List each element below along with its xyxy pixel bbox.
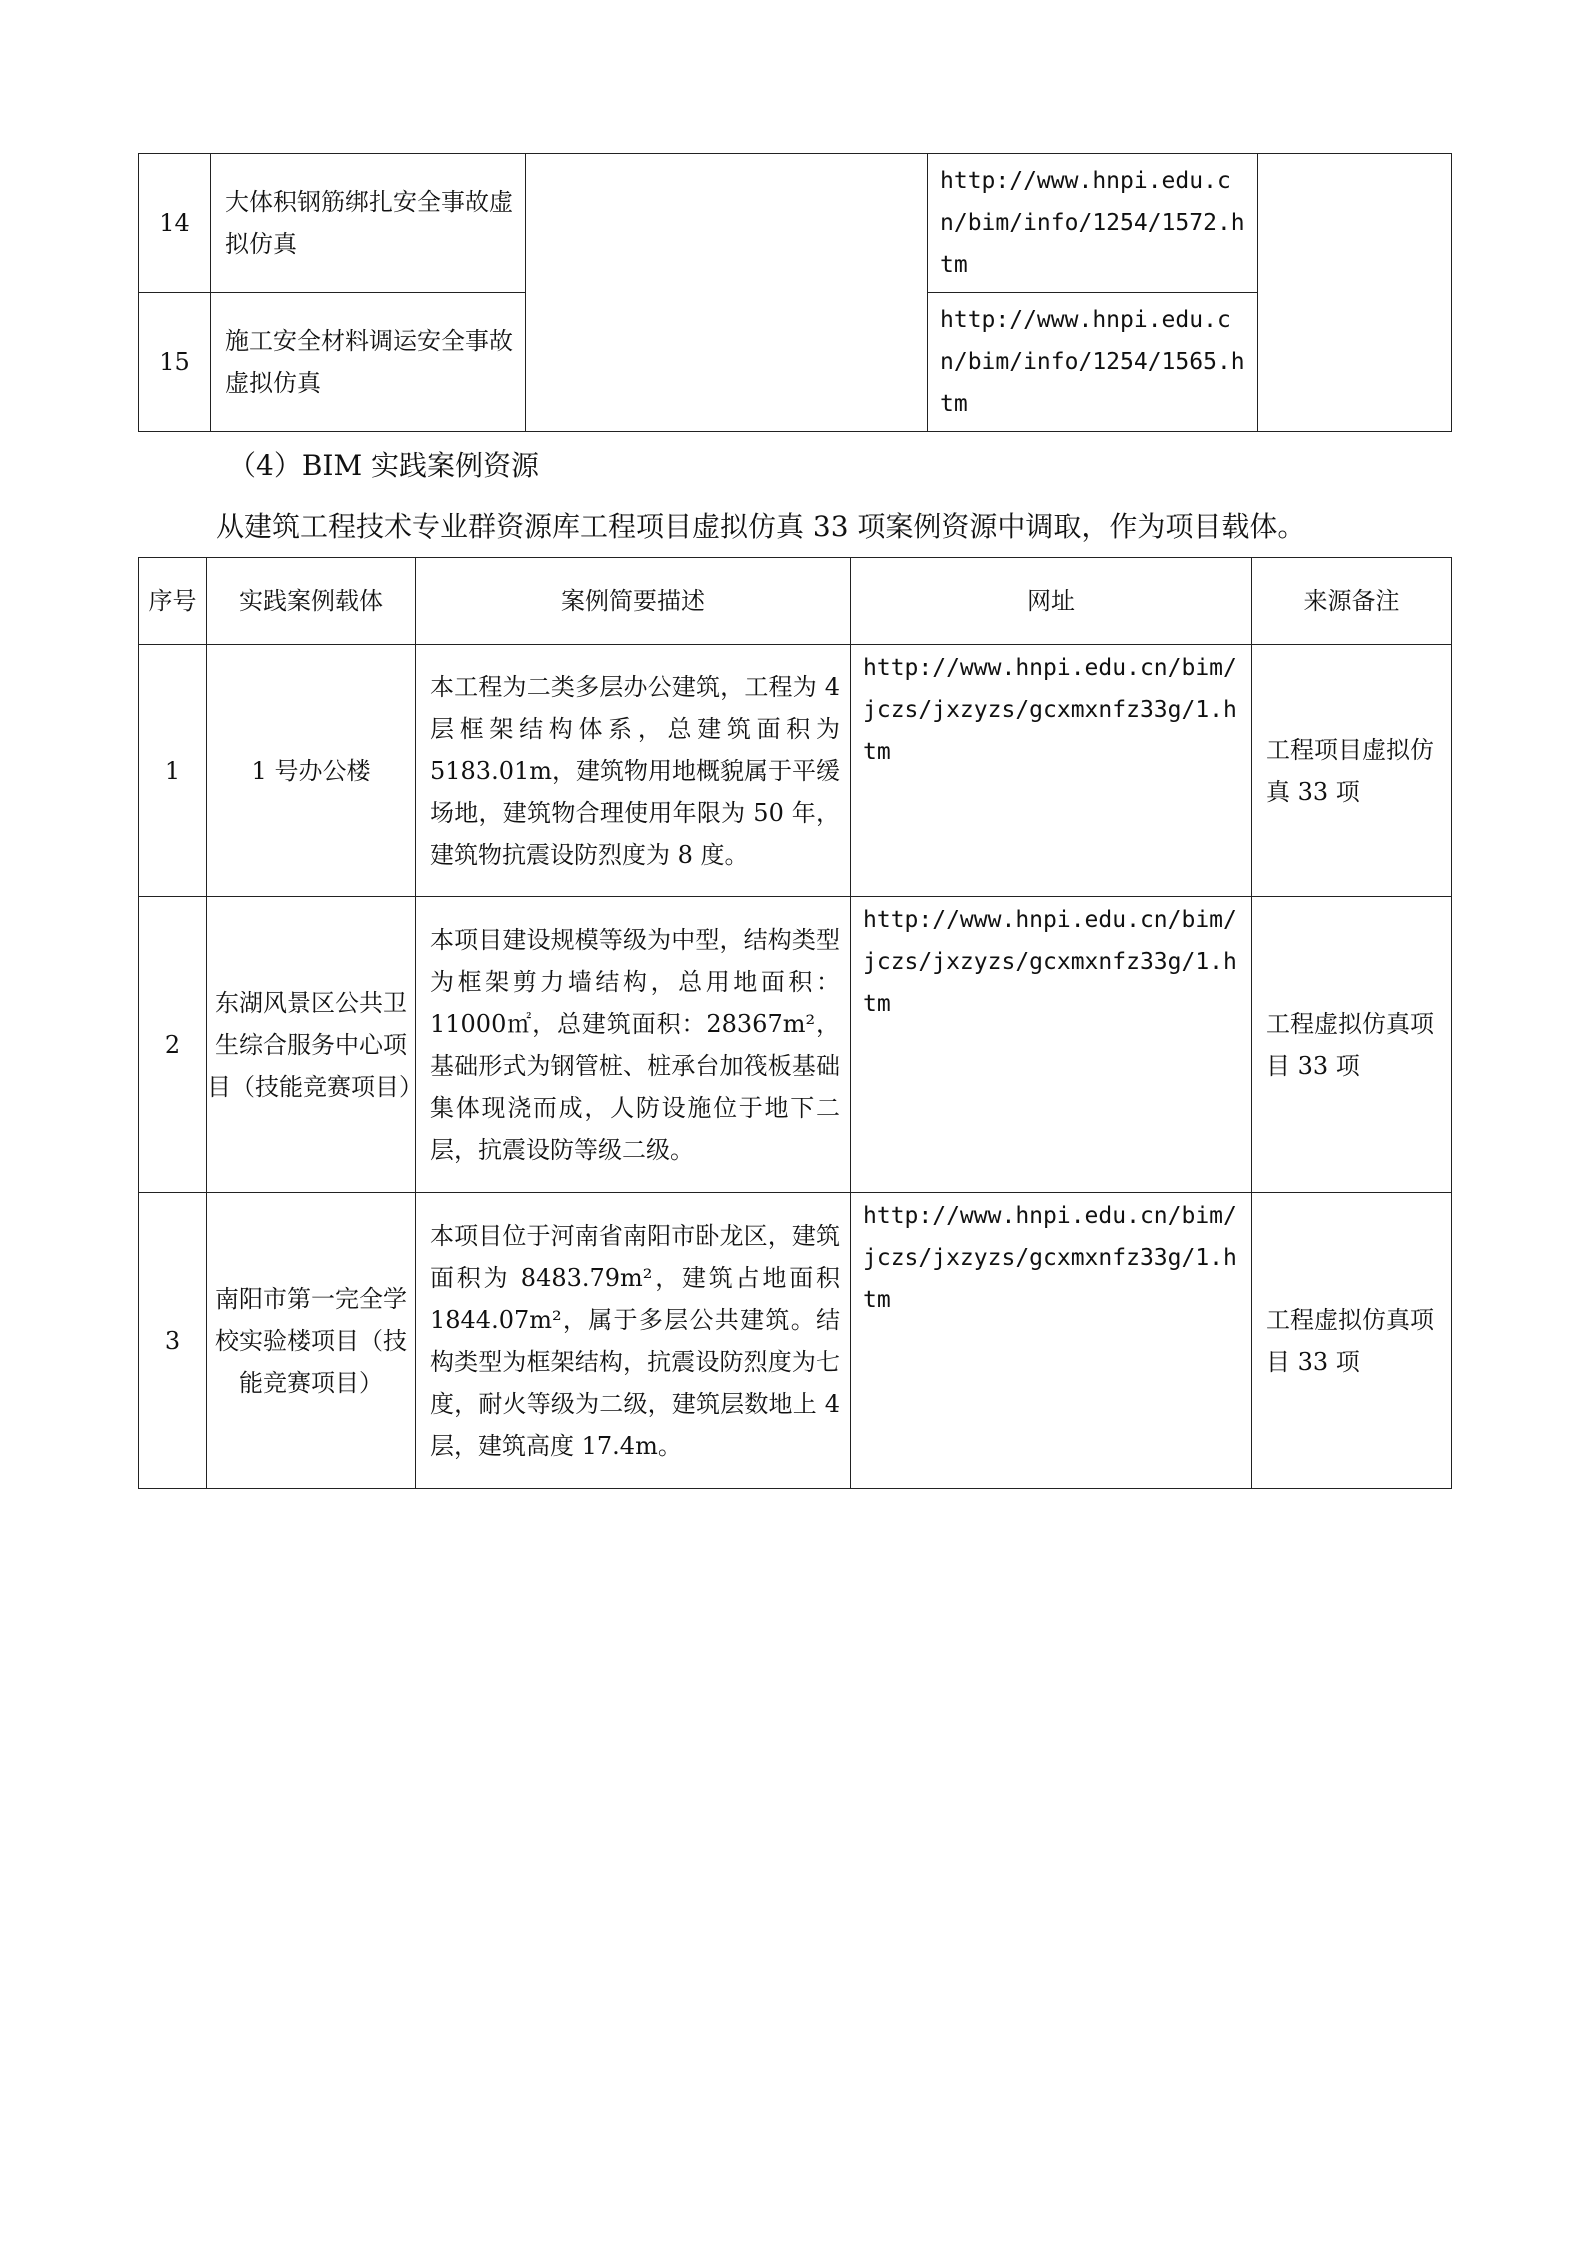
safety-simulation-table <box>138 153 1452 432</box>
header-carrier: 实践案例载体 <box>207 558 416 645</box>
case-carrier: 南阳市第一完全学校实验楼项目（技能竞赛项目） <box>207 1193 416 1489</box>
empty-merged-cell <box>526 154 928 432</box>
case-source: 工程虚拟仿真项目 33 项 <box>1252 897 1452 1193</box>
case-carrier: 东湖风景区公共卫生综合服务中心项目（技能竞赛项目） <box>207 897 416 1193</box>
bim-cases-table <box>138 557 1452 1489</box>
case-description: 本工程为二类多层办公建筑，工程为 4 层框架结构体系，总建筑面积为 5183.01m，建筑物用地概貌属于平缓场地，建筑物合理使用年限为 50 年，建筑物抗震设防烈度为 8 度。 <box>416 645 851 897</box>
case-url[interactable]: http://www.hnpi.edu.cn/bim/jczs/jxzyzs/gcxmxnfz33g/1.htm <box>851 1193 1252 1489</box>
case-url[interactable]: http://www.hnpi.edu.cn/bim/jczs/jxzyzs/gcxmxnfz33g/1.htm <box>851 645 1252 897</box>
case-number: 1 <box>139 645 207 897</box>
resource-url[interactable]: http://www.hnpi.edu.cn/bim/info/1254/1565.htm <box>928 293 1258 432</box>
case-description: 本项目建设规模等级为中型，结构类型为框架剪力墙结构，总用地面积：11000㎡，总建筑面积：28367m²，基础形式为钢管桩、桩承台加筏板基础集体现浇而成，人防设施位于地下二层，抗震设防等级二级。 <box>416 897 851 1193</box>
header-no: 序号 <box>139 558 207 645</box>
intro-paragraph: 从建筑工程技术专业群资源库工程项目虚拟仿真 33 项案例资源中调取，作为项目载体。 <box>216 510 1306 543</box>
item-name: 施工安全材料调运安全事故虚拟仿真 <box>211 293 526 432</box>
table-row <box>139 897 1452 1193</box>
resource-url[interactable]: http://www.hnpi.edu.cn/bim/info/1254/1572.htm <box>928 154 1258 293</box>
item-name: 大体积钢筋绑扎安全事故虚拟仿真 <box>211 154 526 293</box>
case-source: 工程项目虚拟仿真 33 项 <box>1252 645 1452 897</box>
row-number: 15 <box>139 293 211 432</box>
header-url: 网址 <box>851 558 1252 645</box>
case-carrier: 1 号办公楼 <box>207 645 416 897</box>
table-row <box>139 154 1452 293</box>
table-row <box>139 1193 1452 1489</box>
section-heading: （4）BIM 实践案例资源 <box>228 449 540 482</box>
header-desc: 案例简要描述 <box>416 558 851 645</box>
empty-note-cell <box>1258 154 1452 432</box>
case-number: 3 <box>139 1193 207 1489</box>
case-url[interactable]: http://www.hnpi.edu.cn/bim/jczs/jxzyzs/gcxmxnfz33g/1.htm <box>851 897 1252 1193</box>
table-header-row <box>139 558 1452 645</box>
row-number: 14 <box>139 154 211 293</box>
case-description: 本项目位于河南省南阳市卧龙区，建筑面积为 8483.79m²，建筑占地面积 1844.07m²，属于多层公共建筑。结构类型为框架结构，抗震设防烈度为七度，耐火等级为二级，建筑层数地上 4 层，建筑高度 17.4m。 <box>416 1193 851 1489</box>
case-source: 工程虚拟仿真项目 33 项 <box>1252 1193 1452 1489</box>
table-row <box>139 645 1452 897</box>
header-source: 来源备注 <box>1252 558 1452 645</box>
case-number: 2 <box>139 897 207 1193</box>
